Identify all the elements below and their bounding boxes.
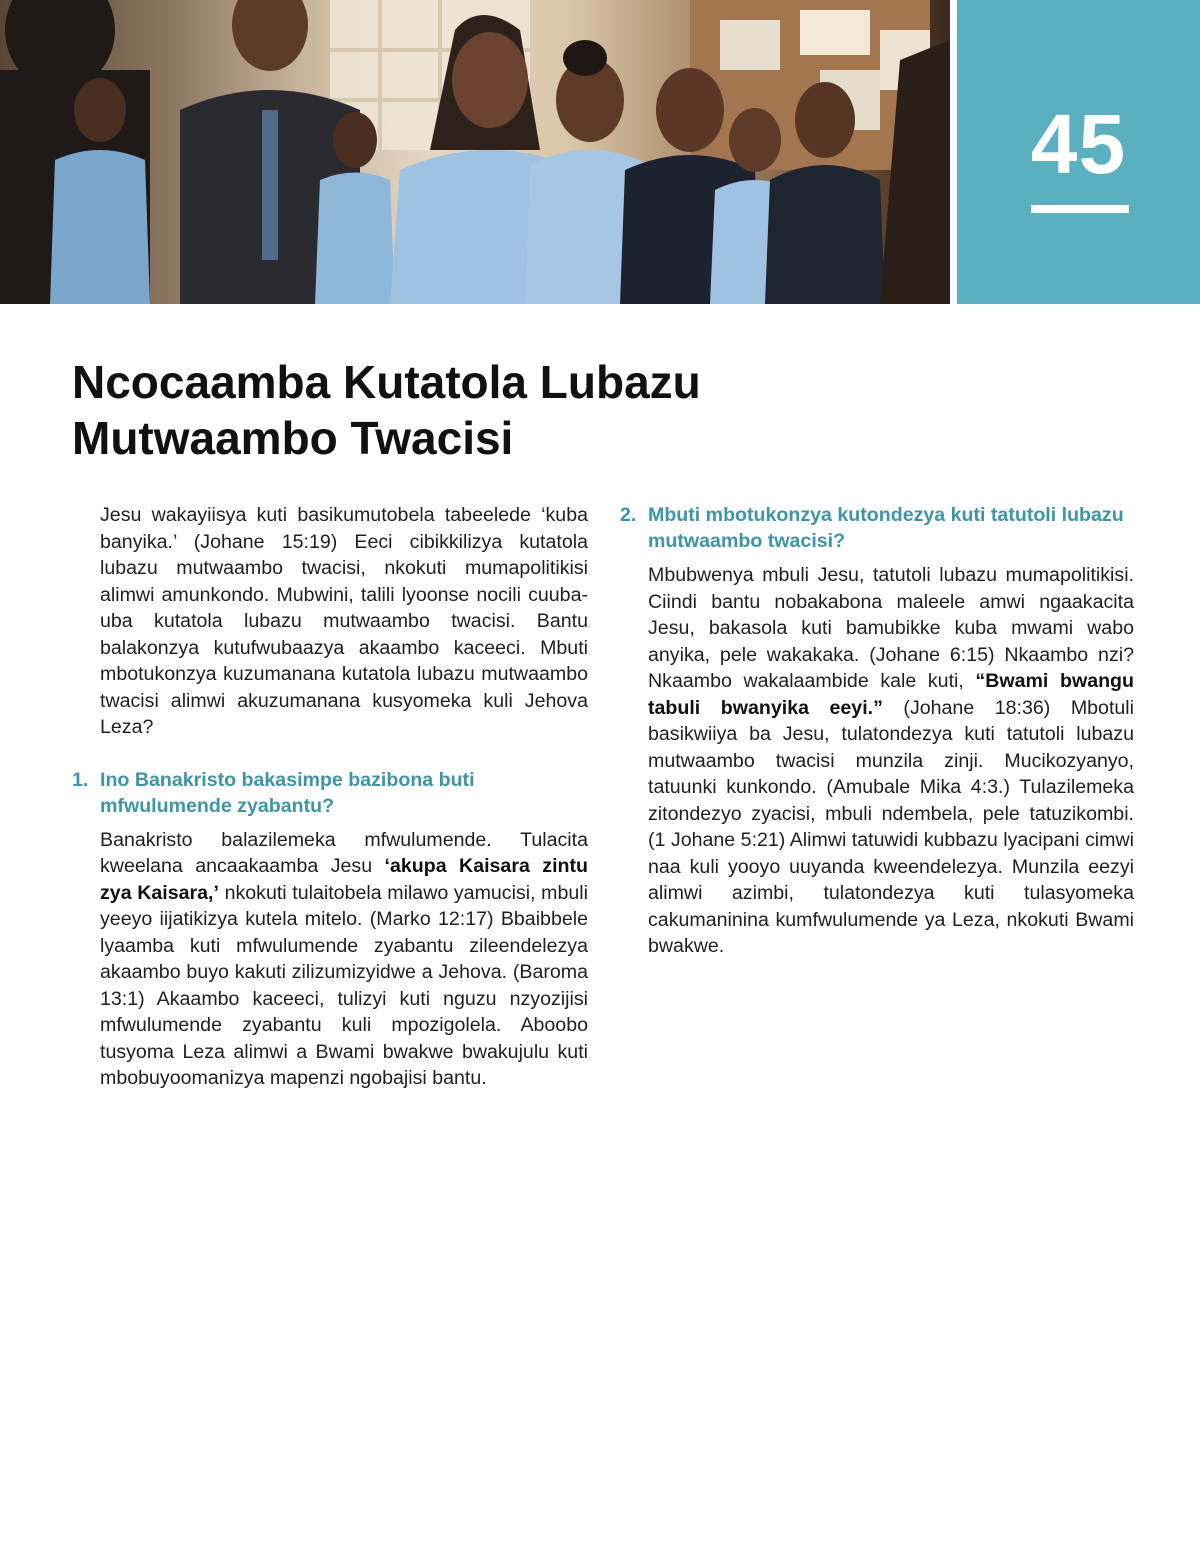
answer-1-text-before: Banakristo balazilemeka mfwulumende. Tulacita kweelana ancaakaamba Jesu xyxy=(100,828,588,877)
question-number-1: 1. xyxy=(72,768,89,791)
question-heading-1 xyxy=(72,767,588,819)
page-title-line-1: Ncocaamba Kutatola Lubazu xyxy=(72,356,701,408)
page-title-line-2: Mutwaambo Twacisi xyxy=(72,412,514,464)
answer-2-text-before: Mbubwenya mbuli Jesu, tatutoli lubazu mumapolitikisi. Ciindi bantu nobakabona maleele amwi ngaakacita Jesu, bakasola kuti bamubikke kuba mwami wabo anyika, pele wakakaka. (Johane 6:15) Nkaambo nzi? Nkaambo wakalaambide kale kuti, xyxy=(648,564,1134,692)
intro-paragraph: Jesu wakayiisya kuti basikumutobela tabeelede ‘kuba banyika.’ (Johane 15:19) Eeci cibikkilizya kutatola lubazu mutwaambo twacisi, nkokuti mumapolitikisi alimwi amunkondo. Mubwini, talili lyoonse nocili cuuba-uba kutatola lubazu mutwaambo twacisi. Bantu balakonzya kutufwubaazya akaambo kaceeci. Mbuti mbotukonzya kuzumanana kutatola lubazu mutwaambo twacisi alimwi akuzumanana kusyomeka kuli Jehova Leza? xyxy=(100,504,588,738)
answer-2-bold-quote: “Bwami bwangu tabuli bwanyika eeyi.” xyxy=(648,670,1134,719)
header-photo-illustration xyxy=(0,0,950,304)
answer-1-bold-quote: ‘akupa Kaisara zintu zya Kaisara,’ xyxy=(100,855,588,904)
lesson-number-underline xyxy=(1031,205,1129,213)
question-heading-2 xyxy=(620,502,1134,554)
header-photo xyxy=(0,0,950,304)
question-number-2: 2. xyxy=(620,504,637,526)
answer-2-text-after: (Johane 18:36) Mbotuli basikwiiya ba Jesu, tulatondezya kuti tatutoli lubazu mutwaambo twacisi munzila zinji. Mucikozyanyo, tatuunki kunkondo. (Amubale Mika 4:3.) Tulazilemeka zitondezyo zyacisi, mbuli ndembela, pele tatuzikombi. (1 Johane 5:21) Alimwi tatuwidi kubbazu lyacipani cimwi naa kuli yooyo uuyanda kweendelezya. Munzila eezyi alimwi azimbi, tulatondezya kuti tulasyomeka cakumaninina kumfwulumende ya Leza, nkokuti Bwami bwakwe. xyxy=(648,696,1134,957)
lesson-number: 45 xyxy=(1030,97,1127,191)
left-column xyxy=(72,502,588,1092)
answer-paragraph-1 xyxy=(100,827,588,1092)
lesson-number-box xyxy=(957,0,1200,304)
answer-paragraph-2 xyxy=(648,562,1134,960)
question-text-2: Mbuti mbotukonzya kutondezya kuti tatutoli lubazu mutwaambo twacisi? xyxy=(648,504,1124,552)
question-text-1: Ino Banakristo bakasimpe bazibona buti mfwulumende zyabantu? xyxy=(100,768,475,817)
right-column xyxy=(620,502,1134,960)
page-title xyxy=(72,354,872,466)
answer-1-text-after: nkokuti tulaitobela milawo yamucisi, mbuli yeeyo iijatikizya kutela mitelo. (Marko 12:17) Bbaibbele lyaamba kuti mfwulumende zyabantu zileendelezya akaambo buyo kakuti zilizumizyidwe a Jehova. (Baroma 13:1) Akaambo kaceeci, tulizyi kuti nguzu nzyozijisi mfwulumende zyabantu kuli mpozigolela. Aboobo tusyoma Leza alimwi a Bwami bwakwe bwakujulu kuti mbobuyoomanizya mapenzi ngobajisi bantu. xyxy=(100,881,588,1089)
